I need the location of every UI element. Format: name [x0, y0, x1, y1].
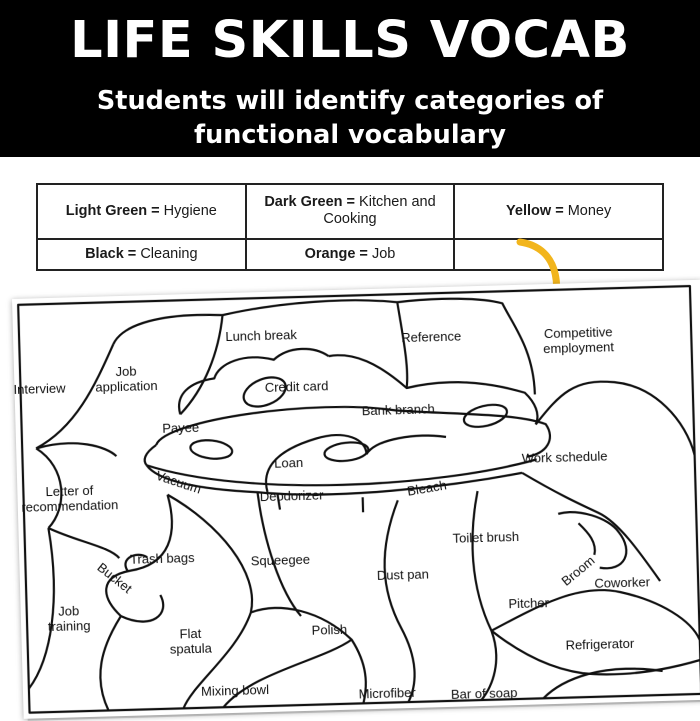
region-label-loan: Loan: [274, 454, 304, 471]
key-color: Orange: [304, 245, 356, 262]
region-label-letter-of-recommendation: Letter ofrecommendation: [21, 482, 119, 515]
key-cell-black: [37, 239, 246, 270]
key-color: Dark Green: [264, 194, 343, 211]
region-label-bank-branch: Bank branch: [361, 401, 435, 419]
region-label-dust-pan: Dust pan: [376, 566, 430, 583]
key-equals: =: [147, 202, 164, 219]
key-category: Kitchen and Cooking: [323, 194, 436, 228]
key-cell-orange: [246, 239, 455, 270]
region-label-trash-bags: Trash bags: [129, 550, 195, 567]
region-label-job-training: Jobtraining: [47, 603, 91, 635]
region-label-toilet-brush: Toilet brush: [452, 528, 520, 546]
key-cell-light-green: [37, 184, 246, 239]
key-equals: =: [123, 245, 141, 262]
key-category: Cleaning: [140, 245, 198, 262]
key-color: Yellow: [506, 202, 552, 219]
region-label-reference: Reference: [401, 328, 462, 346]
region-label-deodorizer: Deodorizer: [259, 487, 324, 505]
region-label-credit-card: Credit card: [264, 378, 329, 395]
region-label-mixing-bowl: Mixing bowl: [200, 681, 270, 699]
region-label-squeegee: Squeegee: [250, 551, 311, 569]
region-label-polish: Polish: [311, 621, 348, 638]
region-label-flat-spatula: Flatspatula: [169, 625, 212, 657]
region-label-pitcher: Pitcher: [508, 595, 550, 612]
region-label-bar-of-soap: Bar of soap: [450, 685, 518, 702]
page-title: LIFE SKILLS VOCAB: [70, 11, 630, 70]
region-label-coworker: Coworker: [594, 574, 651, 591]
key-equals: =: [551, 202, 568, 219]
region-label-job-application: Jobapplication: [95, 363, 158, 395]
region-label-refrigerator: Refrigerator: [565, 635, 635, 653]
region-label-lunch-break: Lunch break: [225, 327, 298, 345]
region-label-competitive-employment: Competitiveemployment: [542, 324, 615, 357]
key-category: Money: [567, 202, 612, 219]
region-label-work-schedule: Work schedule: [521, 448, 608, 466]
key-cell-dark-green: [246, 184, 455, 239]
coloring-page: [12, 280, 700, 719]
key-color: Black: [85, 245, 124, 262]
key-equals: =: [355, 245, 372, 262]
region-label-interview: Interview: [13, 380, 66, 397]
key-color: Light Green: [65, 202, 148, 219]
key-category: Job: [371, 245, 396, 262]
coloring-worksheet: [12, 280, 700, 719]
region-label-microfiber: Microfiber: [358, 684, 416, 702]
region-label-broom: Broom: [558, 552, 598, 589]
page-subtitle: Students will identify categories of functional vocabulary: [96, 86, 604, 150]
key-category: Hygiene: [163, 202, 217, 219]
region-label-bucket: Bucket: [94, 559, 135, 597]
region-label-bleach: Bleach: [405, 477, 448, 499]
key-equals: =: [342, 194, 360, 211]
region-label-vacuum: Vacuum: [154, 467, 204, 497]
region-label-payee: Payee: [162, 419, 200, 436]
title-banner: [0, 0, 700, 157]
